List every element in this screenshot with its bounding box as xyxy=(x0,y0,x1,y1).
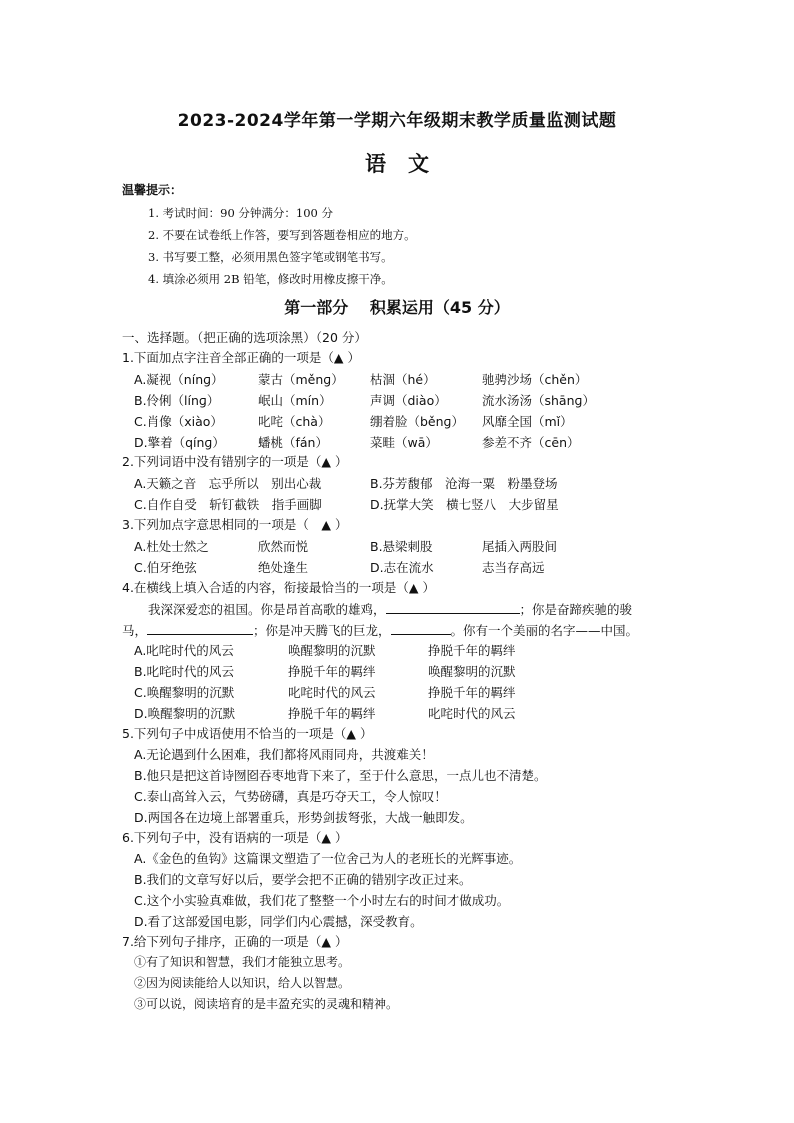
passage-text: 我深深爱恋的祖国。你是昂首高歌的雄鸡， xyxy=(148,602,386,617)
fill-blank xyxy=(147,622,253,635)
option-cell: 挣脱千年的羁绊 xyxy=(288,706,376,721)
question-stem: 5.下列句子中成语使用不恰当的一项是（▲ ） xyxy=(122,726,373,741)
q4-passage-line xyxy=(122,621,638,639)
option-cell: 欣然而悦 xyxy=(258,539,309,554)
option-cell: 声调（diào） xyxy=(370,393,447,408)
passage-text: 马， xyxy=(122,623,148,638)
section-heading: 一、选择题。（把正确的选项涂黑）（20 分） xyxy=(122,330,367,345)
option-cell: 岷山（mín） xyxy=(258,393,332,408)
option-cell: 蟠桃（fán） xyxy=(258,435,328,450)
option-cell: D.唤醒黎明的沉默 xyxy=(134,706,236,721)
option-cell: 志当存高远 xyxy=(482,560,545,575)
option-cell: C.伯牙绝弦 xyxy=(134,560,197,575)
q4-options xyxy=(0,641,794,725)
option-cell: 参差不齐（cēn） xyxy=(482,435,580,450)
option-cell: B.芬芳馥郁 沧海一粟 粉墨登场 xyxy=(370,476,558,491)
option-cell: 挣脱千年的羁绊 xyxy=(428,643,516,658)
option-cell: D.抚掌大笑 横七竖八 大步留星 xyxy=(370,497,559,512)
exam-title: 2023-2024学年第一学期六年级期末教学质量监测试题 xyxy=(177,111,617,131)
q3-options xyxy=(0,537,794,579)
option-cell: A.杜处士然之 xyxy=(134,539,209,554)
option-line: C.泰山高耸入云，气势磅礴，真是巧夺天工，令人惊叹！ xyxy=(134,789,447,804)
question-stem: 7.给下列句子排序，正确的一项是（▲ ） xyxy=(122,934,348,949)
option-cell: 菜畦（wā） xyxy=(370,435,438,450)
option-cell: 绷着脸（běnɡ） xyxy=(370,414,464,429)
q4-passage-line xyxy=(148,600,632,618)
option-cell: 叱咤时代的风云 xyxy=(428,706,516,721)
option-cell: D.志在流水 xyxy=(370,560,434,575)
option-cell: B.伶俐（línɡ） xyxy=(134,393,220,408)
sentence-item: ③可以说，阅读培育的是丰盈充实的灵魂和精神。 xyxy=(134,997,399,1011)
option-cell: 风靡全国（mǐ） xyxy=(482,414,573,429)
sentence-item: ①有了知识和智慧，我们才能独立思考。 xyxy=(134,955,351,969)
option-line: D.两国各在边境上部署重兵，形势剑拔弩张，大战一触即发。 xyxy=(134,810,473,825)
option-cell: 尾插入两股间 xyxy=(482,539,558,554)
passage-text: 。你有一个美丽的名字——中国。 xyxy=(450,623,639,638)
option-cell: 枯涸（hé） xyxy=(370,372,436,387)
tip-item: 1. 考试时间：90 分钟满分：100 分 xyxy=(148,206,334,220)
option-cell: 驰骋沙场（chěn） xyxy=(482,372,588,387)
option-line: C.这个小实验真难做，我们花了整整一个小时左右的时间才做成功。 xyxy=(134,893,510,908)
option-line: A.无论遇到什么困难，我们都将风雨同舟，共渡难关！ xyxy=(134,747,434,762)
subject-title: 语文 xyxy=(365,152,451,176)
tips-heading: 温馨提示： xyxy=(122,183,183,197)
option-line: B.他只是把这首诗囫囵吞枣地背下来了，至于什么意思，一点儿也不清楚。 xyxy=(134,768,547,783)
option-cell: C.肖像（xiào） xyxy=(134,414,223,429)
option-cell: 叱咤时代的风云 xyxy=(288,685,376,700)
passage-text: ；你是奋蹄疾驰的骏 xyxy=(519,602,633,617)
option-cell: 挣脱千年的羁绊 xyxy=(288,664,376,679)
question-stem: 2.下列词语中没有错别字的一项是（▲ ） xyxy=(122,454,348,469)
question-stem: 6.下列句子中，没有语病的一项是（▲ ） xyxy=(122,830,348,845)
option-cell: C.自作自受 斩钉截铁 指手画脚 xyxy=(134,497,322,512)
option-cell: 蒙古（měnɡ） xyxy=(258,372,344,387)
option-cell: D.擎着（qínɡ） xyxy=(134,435,225,450)
option-cell: A.凝视（nínɡ） xyxy=(134,372,224,387)
option-cell: B.悬梁刺股 xyxy=(370,539,433,554)
option-cell: 唤醒黎明的沉默 xyxy=(428,664,516,679)
tip-item: 2. 不要在试卷纸上作答，要写到答题卷相应的地方。 xyxy=(148,228,416,242)
question-stem: 1.下面加点字注音全部正确的一项是（▲ ） xyxy=(122,350,361,365)
option-cell: 绝处逢生 xyxy=(258,560,309,575)
question-stem: 4.在横线上填入合适的内容，衔接最恰当的一项是（▲ ） xyxy=(122,580,436,595)
option-line: A.《金色的鱼钩》这篇课文塑造了一位舍己为人的老班长的光辉事迹。 xyxy=(134,851,522,866)
passage-text: ；你是冲天腾飞的巨龙， xyxy=(253,623,391,638)
option-cell: A.天籁之音 忘乎所以 别出心裁 xyxy=(134,476,322,491)
option-cell: 流水汤汤（shānɡ） xyxy=(482,393,595,408)
fill-blank xyxy=(386,601,520,614)
tip-item: 3. 书写要工整，必须用黑色签字笔或钢笔书写。 xyxy=(148,250,393,264)
q1-options xyxy=(0,370,794,454)
sentence-item: ②因为阅读能给人以知识，给人以智慧。 xyxy=(134,976,351,990)
option-cell: 唤醒黎明的沉默 xyxy=(288,643,376,658)
tip-item: 4. 填涂必须用 2B 铅笔，修改时用橡皮擦干净。 xyxy=(148,272,393,286)
option-cell: 叱咤（chà） xyxy=(258,414,331,429)
option-line: D.看了这部爱国电影，同学们内心震撼，深受教育。 xyxy=(134,914,423,929)
option-cell: B.叱咤时代的风云 xyxy=(134,664,235,679)
option-cell: 挣脱千年的羁绊 xyxy=(428,685,516,700)
part-title: 第一部分 积累运用（45 分） xyxy=(284,298,510,317)
fill-blank xyxy=(391,622,451,635)
option-line: B.我们的文章写好以后，要学会把不正确的错别字改正过来。 xyxy=(134,872,472,887)
option-cell: A.叱咤时代的风云 xyxy=(134,643,234,658)
question-stem: 3.下列加点字意思相同的一项是（ ▲ ） xyxy=(122,517,348,532)
q2-options xyxy=(0,474,794,516)
option-cell: C.唤醒黎明的沉默 xyxy=(134,685,235,700)
